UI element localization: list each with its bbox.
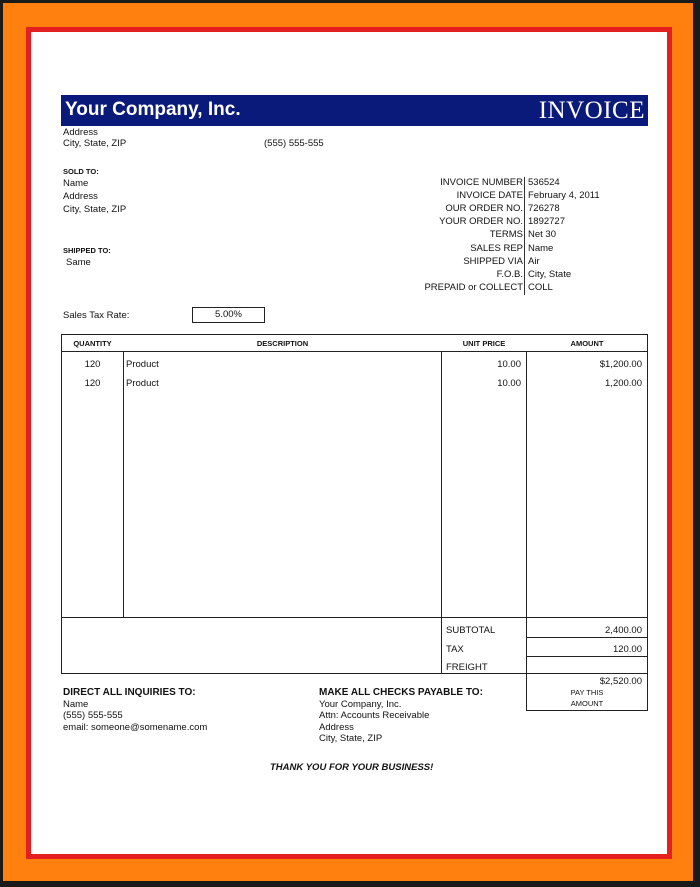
meta-value-sales-rep: Name xyxy=(528,243,554,254)
row1-quantity: 120 xyxy=(84,359,101,370)
inquiries-name: Name xyxy=(63,699,89,710)
meta-label-sales-rep: SALES REP xyxy=(470,243,523,254)
company-city: City, State, ZIP xyxy=(63,138,127,149)
inquiries-email[interactable]: email: someone@somename.com xyxy=(63,722,208,733)
row2-quantity: 120 xyxy=(84,378,101,389)
meta-label-our-order: OUR ORDER NO. xyxy=(445,203,523,214)
sales-tax-label: Sales Tax Rate: xyxy=(63,310,130,321)
row2-description: Product xyxy=(126,378,159,389)
row2-unit-price: 10.00 xyxy=(497,378,521,389)
col-divider-quantity xyxy=(123,351,124,617)
company-name: Your Company, Inc. xyxy=(65,99,241,120)
shipped-to-heading: SHIPPED TO: xyxy=(63,246,111,255)
sold-to-city: City, State, ZIP xyxy=(63,204,127,215)
meta-value-our-order: 726278 xyxy=(528,203,560,214)
meta-label-shipped-via: SHIPPED VIA xyxy=(463,256,523,267)
subtotal-underline xyxy=(526,637,648,638)
meta-divider xyxy=(524,177,525,295)
meta-label-invoice-date: INVOICE DATE xyxy=(456,190,523,201)
sold-to-address: Address xyxy=(63,191,98,202)
company-address: Address xyxy=(63,127,98,138)
col-divider-unit-price xyxy=(526,351,527,711)
total-value: $2,520.00 xyxy=(599,676,642,687)
table-header-divider xyxy=(61,351,648,352)
tax-underline xyxy=(526,656,648,657)
meta-value-shipped-via: Air xyxy=(528,256,540,267)
col-divider-description xyxy=(441,351,442,674)
company-phone: (555) 555-555 xyxy=(264,138,324,149)
sales-tax-value: 5.00% xyxy=(192,307,265,323)
header-quantity: QUANTITY xyxy=(73,339,112,348)
meta-value-invoice-date: February 4, 2011 xyxy=(528,190,600,201)
thank-you-message: THANK YOU FOR YOUR BUSINESS! xyxy=(270,762,434,773)
meta-label-fob: F.O.B. xyxy=(496,269,523,280)
row2-amount: 1,200.00 xyxy=(605,378,642,389)
sold-to-name: Name xyxy=(63,178,89,189)
tax-value: 120.00 xyxy=(612,644,642,655)
table-body-end xyxy=(61,617,648,618)
payable-city: City, State, ZIP xyxy=(319,733,383,744)
inquiries-heading: DIRECT ALL INQUIRIES TO: xyxy=(63,687,196,698)
header-amount: AMOUNT xyxy=(570,339,604,348)
meta-label-invoice-number: INVOICE NUMBER xyxy=(440,177,523,188)
tax-label: TAX xyxy=(446,644,464,655)
row1-unit-price: 10.00 xyxy=(497,359,521,370)
payable-company: Your Company, Inc. xyxy=(319,699,402,710)
row1-description: Product xyxy=(126,359,159,370)
invoice-title: INVOICE xyxy=(538,97,645,124)
payable-heading: MAKE ALL CHECKS PAYABLE TO: xyxy=(319,687,483,698)
meta-value-prepaid-collect: COLL xyxy=(528,282,553,293)
sold-to-heading: SOLD TO: xyxy=(63,167,99,176)
header-unit-price: UNIT PRICE xyxy=(462,339,506,348)
payable-address: Address xyxy=(319,722,354,733)
meta-label-prepaid-collect: PREPAID or COLLECT xyxy=(424,282,523,293)
payable-attn: Attn: Accounts Receivable xyxy=(319,710,430,721)
meta-value-your-order: 1892727 xyxy=(528,216,565,227)
meta-value-terms: Net 30 xyxy=(528,229,556,240)
pay-this-line2: AMOUNT xyxy=(570,699,604,708)
subtotal-value: 2,400.00 xyxy=(605,625,642,636)
header-description: DESCRIPTION xyxy=(256,339,309,348)
row1-amount: $1,200.00 xyxy=(599,359,642,370)
subtotal-label: SUBTOTAL xyxy=(446,625,496,636)
meta-value-fob: City, State xyxy=(528,269,572,280)
shipped-to-value: Same xyxy=(66,257,91,268)
meta-label-terms: TERMS xyxy=(489,229,523,240)
pay-this-line1: PAY THIS xyxy=(570,688,604,697)
meta-value-invoice-number: 536524 xyxy=(528,177,560,188)
meta-label-your-order: YOUR ORDER NO. xyxy=(439,216,523,227)
inquiries-phone: (555) 555-555 xyxy=(63,710,123,721)
freight-label: FREIGHT xyxy=(446,662,488,673)
